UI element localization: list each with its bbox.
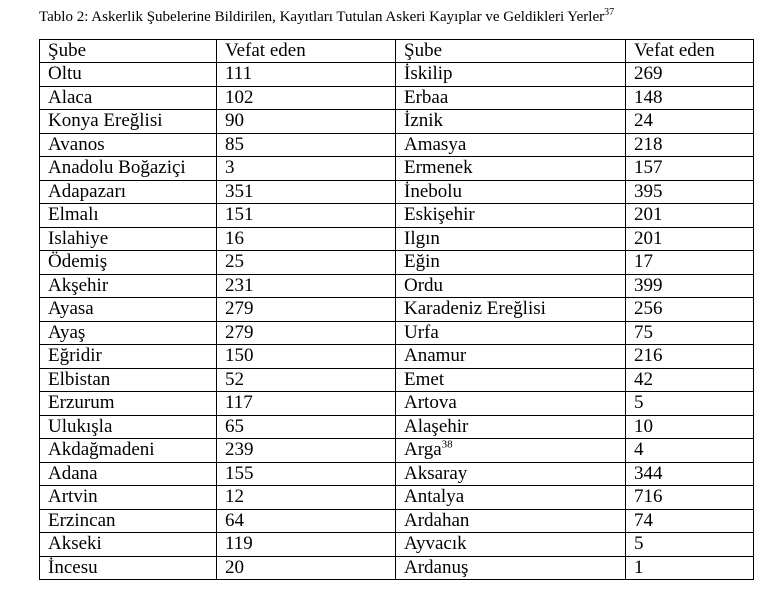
- table-row: [40, 227, 754, 251]
- death-count-cell-left: 25: [217, 251, 396, 275]
- branch-name: Erzurum: [48, 392, 115, 414]
- table-row: [40, 556, 754, 580]
- branch-name-cell-left: [40, 180, 217, 204]
- table-row: [40, 368, 754, 392]
- death-count-cell-left: 12: [217, 486, 396, 510]
- branch-name-cell-left: [40, 321, 217, 345]
- death-count-cell-left: 150: [217, 345, 396, 369]
- branch-name: Aksaray: [404, 462, 468, 484]
- branch-name-cell-right: [396, 462, 626, 486]
- branch-name-cell-right: [396, 180, 626, 204]
- branch-name-cell-left: [40, 556, 217, 580]
- death-count-cell-left: 155: [217, 462, 396, 486]
- branch-name: Elmalı: [48, 204, 99, 226]
- branch-name-cell-right: [396, 298, 626, 322]
- death-count-cell-right: 218: [626, 133, 754, 157]
- branch-name: Ordu: [404, 274, 444, 296]
- death-count-cell-left: 16: [217, 227, 396, 251]
- death-count-cell-left: 3: [217, 157, 396, 181]
- branch-name-cell-left: [40, 157, 217, 181]
- branch-name: Karadeniz Ereğlisi: [404, 298, 546, 320]
- header-sube-left: Şube: [40, 40, 217, 63]
- table-row: [40, 415, 754, 439]
- death-count-cell-left: 111: [217, 63, 396, 87]
- table-caption: [39, 8, 759, 26]
- branch-name-cell-left: [40, 345, 217, 369]
- table-row: [40, 180, 754, 204]
- table-row: [40, 321, 754, 345]
- death-count-cell-right: 1: [626, 556, 754, 580]
- branch-name-cell-right: [396, 556, 626, 580]
- branch-name-cell-right: [396, 133, 626, 157]
- branch-name: Ermenek: [404, 157, 473, 179]
- death-count-cell-left: 65: [217, 415, 396, 439]
- branch-name-cell-right: [396, 251, 626, 275]
- death-count-cell-right: 216: [626, 345, 754, 369]
- branch-name-cell-left: [40, 533, 217, 557]
- table-row: [40, 274, 754, 298]
- branch-name-cell-right: [396, 274, 626, 298]
- branch-name: Eğin: [404, 251, 440, 273]
- branch-name: Islahiye: [48, 227, 109, 249]
- table-row: [40, 251, 754, 275]
- branch-name: Akşehir: [48, 274, 109, 296]
- branch-name: Ulukışla: [48, 415, 113, 437]
- death-count-cell-left: 119: [217, 533, 396, 557]
- caption-footnote-marker: 37: [604, 7, 615, 18]
- branch-name: İskilip: [404, 63, 453, 85]
- death-count-cell-right: 395: [626, 180, 754, 204]
- death-count-cell-right: 5: [626, 392, 754, 416]
- branch-name: Adana: [48, 462, 98, 484]
- branch-name: Elbistan: [48, 368, 111, 390]
- branch-name-cell-right: [396, 392, 626, 416]
- table-row: [40, 204, 754, 228]
- branch-name: Ilgın: [404, 227, 440, 249]
- death-count-cell-left: 52: [217, 368, 396, 392]
- branch-name: Ardanuş: [404, 556, 469, 578]
- branch-name: Ayaş: [48, 321, 86, 343]
- death-count-cell-right: 4: [626, 439, 754, 463]
- table-row: [40, 439, 754, 463]
- branch-name-cell-left: [40, 251, 217, 275]
- death-count-cell-left: 239: [217, 439, 396, 463]
- branch-name: Oltu: [48, 63, 82, 85]
- table-row: [40, 533, 754, 557]
- death-count-cell-right: 75: [626, 321, 754, 345]
- footnote-marker: 38: [441, 438, 453, 451]
- branch-name-cell-left: [40, 415, 217, 439]
- branch-name: Eğridir: [48, 345, 102, 367]
- branch-name: Ardahan: [404, 509, 470, 531]
- death-count-cell-right: 42: [626, 368, 754, 392]
- branch-name-cell-left: [40, 368, 217, 392]
- death-count-cell-left: 102: [217, 86, 396, 110]
- branch-name: Amasya: [404, 133, 467, 155]
- branch-name: Adapazarı: [48, 180, 127, 202]
- death-count-cell-right: 10: [626, 415, 754, 439]
- branch-name: Artova: [404, 392, 457, 414]
- table-row: [40, 509, 754, 533]
- death-count-cell-left: 117: [217, 392, 396, 416]
- death-count-cell-left: 90: [217, 110, 396, 134]
- header-vefat-right: Vefat eden: [626, 40, 754, 63]
- death-count-cell-left: 85: [217, 133, 396, 157]
- table-row: [40, 462, 754, 486]
- branch-name: Akdağmadeni: [48, 439, 155, 461]
- branch-name: Anadolu Boğaziçi: [48, 157, 186, 179]
- branch-name: Eskişehir: [404, 204, 475, 226]
- branch-name: İnebolu: [404, 180, 463, 202]
- branch-name-cell-right: [396, 439, 626, 463]
- table-row: [40, 345, 754, 369]
- branch-name: Akseki: [48, 533, 102, 555]
- table-row: [40, 486, 754, 510]
- death-count-cell-right: 399: [626, 274, 754, 298]
- table-row: [40, 298, 754, 322]
- branch-name-cell-right: [396, 345, 626, 369]
- branch-name: Urfa: [404, 321, 439, 343]
- table-row: [40, 110, 754, 134]
- branch-name: Avanos: [48, 133, 105, 155]
- branch-name: Ayvacık: [404, 533, 467, 555]
- casualties-table: [39, 39, 754, 580]
- branch-name: Ödemiş: [48, 251, 108, 273]
- branch-name: Anamur: [404, 345, 467, 367]
- death-count-cell-right: 201: [626, 227, 754, 251]
- death-count-cell-right: 5: [626, 533, 754, 557]
- table-row: [40, 63, 754, 87]
- branch-name-cell-left: [40, 204, 217, 228]
- header-sube-right: Şube: [396, 40, 626, 63]
- branch-name-cell-left: [40, 274, 217, 298]
- branch-name-cell-right: [396, 227, 626, 251]
- table-row: [40, 86, 754, 110]
- branch-name-cell-right: [396, 368, 626, 392]
- branch-name: Emet: [404, 368, 445, 390]
- branch-name-cell-right: [396, 110, 626, 134]
- header-vefat-left: Vefat eden: [217, 40, 396, 63]
- branch-name-cell-left: [40, 439, 217, 463]
- branch-name: Ayasa: [48, 298, 94, 320]
- death-count-cell-right: 17: [626, 251, 754, 275]
- table-header-row: [40, 40, 754, 63]
- death-count-cell-right: 269: [626, 63, 754, 87]
- death-count-cell-right: 157: [626, 157, 754, 181]
- branch-name-cell-left: [40, 86, 217, 110]
- branch-name-cell-right: [396, 533, 626, 557]
- branch-name: Artvin: [48, 486, 98, 508]
- death-count-cell-right: 148: [626, 86, 754, 110]
- branch-name-cell-left: [40, 110, 217, 134]
- branch-name-cell-right: [396, 157, 626, 181]
- death-count-cell-left: 20: [217, 556, 396, 580]
- branch-name: İznik: [404, 110, 444, 132]
- caption-text: Tablo 2: Askerlik Şubelerine Bildirilen, Kayıtları Tutulan Askeri Kayıplar ve Geldikleri Yerler: [39, 9, 605, 25]
- branch-name: Erbaa: [404, 86, 449, 108]
- branch-name-cell-right: [396, 321, 626, 345]
- death-count-cell-left: 231: [217, 274, 396, 298]
- branch-name-cell-left: [40, 462, 217, 486]
- branch-name-cell-left: [40, 227, 217, 251]
- branch-name: İncesu: [48, 556, 98, 578]
- branch-name: Alaşehir: [404, 415, 469, 437]
- death-count-cell-right: 74: [626, 509, 754, 533]
- branch-name-cell-right: [396, 86, 626, 110]
- table-row: [40, 392, 754, 416]
- branch-name-cell-left: [40, 392, 217, 416]
- branch-name-cell-left: [40, 63, 217, 87]
- table-body: [40, 40, 754, 580]
- branch-name-cell-left: [40, 509, 217, 533]
- branch-name: Antalya: [404, 486, 465, 508]
- branch-name-cell-left: [40, 298, 217, 322]
- death-count-cell-left: 279: [217, 298, 396, 322]
- branch-name-cell-right: [396, 509, 626, 533]
- death-count-cell-right: 344: [626, 462, 754, 486]
- branch-name: Arga: [404, 439, 442, 461]
- death-count-cell-left: 351: [217, 180, 396, 204]
- death-count-cell-right: 716: [626, 486, 754, 510]
- branch-name-cell-left: [40, 486, 217, 510]
- branch-name: Erzincan: [48, 509, 116, 531]
- branch-name-cell-right: [396, 63, 626, 87]
- branch-name: Konya Ereğlisi: [48, 110, 163, 132]
- death-count-cell-left: 279: [217, 321, 396, 345]
- death-count-cell-left: 64: [217, 509, 396, 533]
- death-count-cell-right: 24: [626, 110, 754, 134]
- branch-name: Alaca: [48, 86, 93, 108]
- branch-name-cell-right: [396, 204, 626, 228]
- death-count-cell-right: 201: [626, 204, 754, 228]
- branch-name-cell-right: [396, 415, 626, 439]
- branch-name-cell-left: [40, 133, 217, 157]
- table-row: [40, 157, 754, 181]
- death-count-cell-left: 151: [217, 204, 396, 228]
- death-count-cell-right: 256: [626, 298, 754, 322]
- table-row: [40, 133, 754, 157]
- branch-name-cell-right: [396, 486, 626, 510]
